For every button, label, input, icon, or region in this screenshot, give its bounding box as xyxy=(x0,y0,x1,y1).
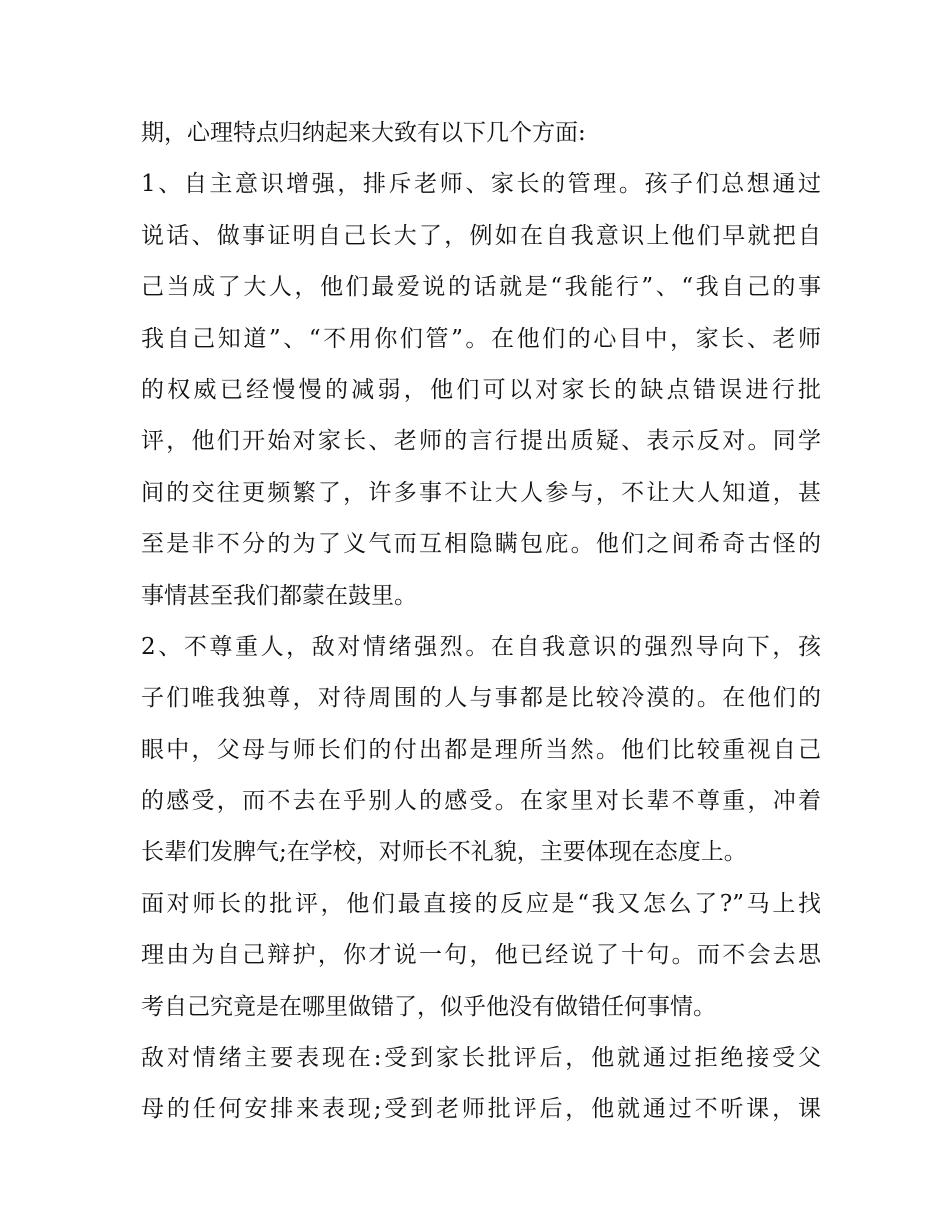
text-line: 敌对情绪主要表现在:受到家长批评后，他就通过拒绝接受父 xyxy=(141,1045,821,1072)
text-line: 至是非不分的为了义气而互相隐瞒包庇。他们之间希奇古怪的 xyxy=(141,531,821,558)
text-line: 1、自主意识增强，排斥老师、家长的管理。孩子们总想通过 xyxy=(141,171,821,198)
text-line: 评，他们开始对家长、老师的言行提出质疑、表示反对。同学 xyxy=(141,428,821,455)
text-line: 间的交往更频繁了，许多事不让大人参与，不让大人知道，甚 xyxy=(141,479,821,506)
text-line: 事情甚至我们都蒙在鼓里。 xyxy=(141,582,417,609)
text-line: 面对师长的批评，他们最直接的反应是“我又怎么了?”马上找 xyxy=(141,890,821,917)
text-line: 考自己究竟是在哪里做错了，似乎他没有做错任何事情。 xyxy=(141,993,716,1020)
text-line: 己当成了大人，他们最爱说的话就是“我能行”、“我自己的事 xyxy=(141,274,821,301)
body-text xyxy=(141,108,821,1136)
text-line: 我自己知道”、“不用你们管”。在他们的心目中，家长、老师 xyxy=(141,325,821,352)
text-line: 长辈们发脾气;在学校，对师长不礼貌，主要体现在态度上。 xyxy=(141,839,747,866)
text-line: 的感受，而不去在乎别人的感受。在家里对长辈不尊重，冲着 xyxy=(141,788,821,815)
text-line: 的权威已经慢慢的减弱，他们可以对家长的缺点错误进行批 xyxy=(141,376,821,403)
text-line: 子们唯我独尊，对待周围的人与事都是比较冷漠的。在他们的 xyxy=(141,685,821,712)
text-line: 母的任何安排来表现;受到老师批评后，他就通过不听课，课 xyxy=(141,1096,821,1123)
text-line: 说话、做事证明自己长大了，例如在自我意识上他们早就把自 xyxy=(141,222,821,249)
text-line: 理由为自己辩护，你才说一句，他已经说了十句。而不会去思 xyxy=(141,942,821,969)
text-line: 眼中，父母与师长们的付出都是理所当然。他们比较重视自己 xyxy=(141,736,821,763)
text-line: 2、不尊重人，敌对情绪强烈。在自我意识的强烈导向下，孩 xyxy=(141,633,821,660)
text-line: 期，心理特点归纳起来大致有以下几个方面: xyxy=(141,120,586,146)
